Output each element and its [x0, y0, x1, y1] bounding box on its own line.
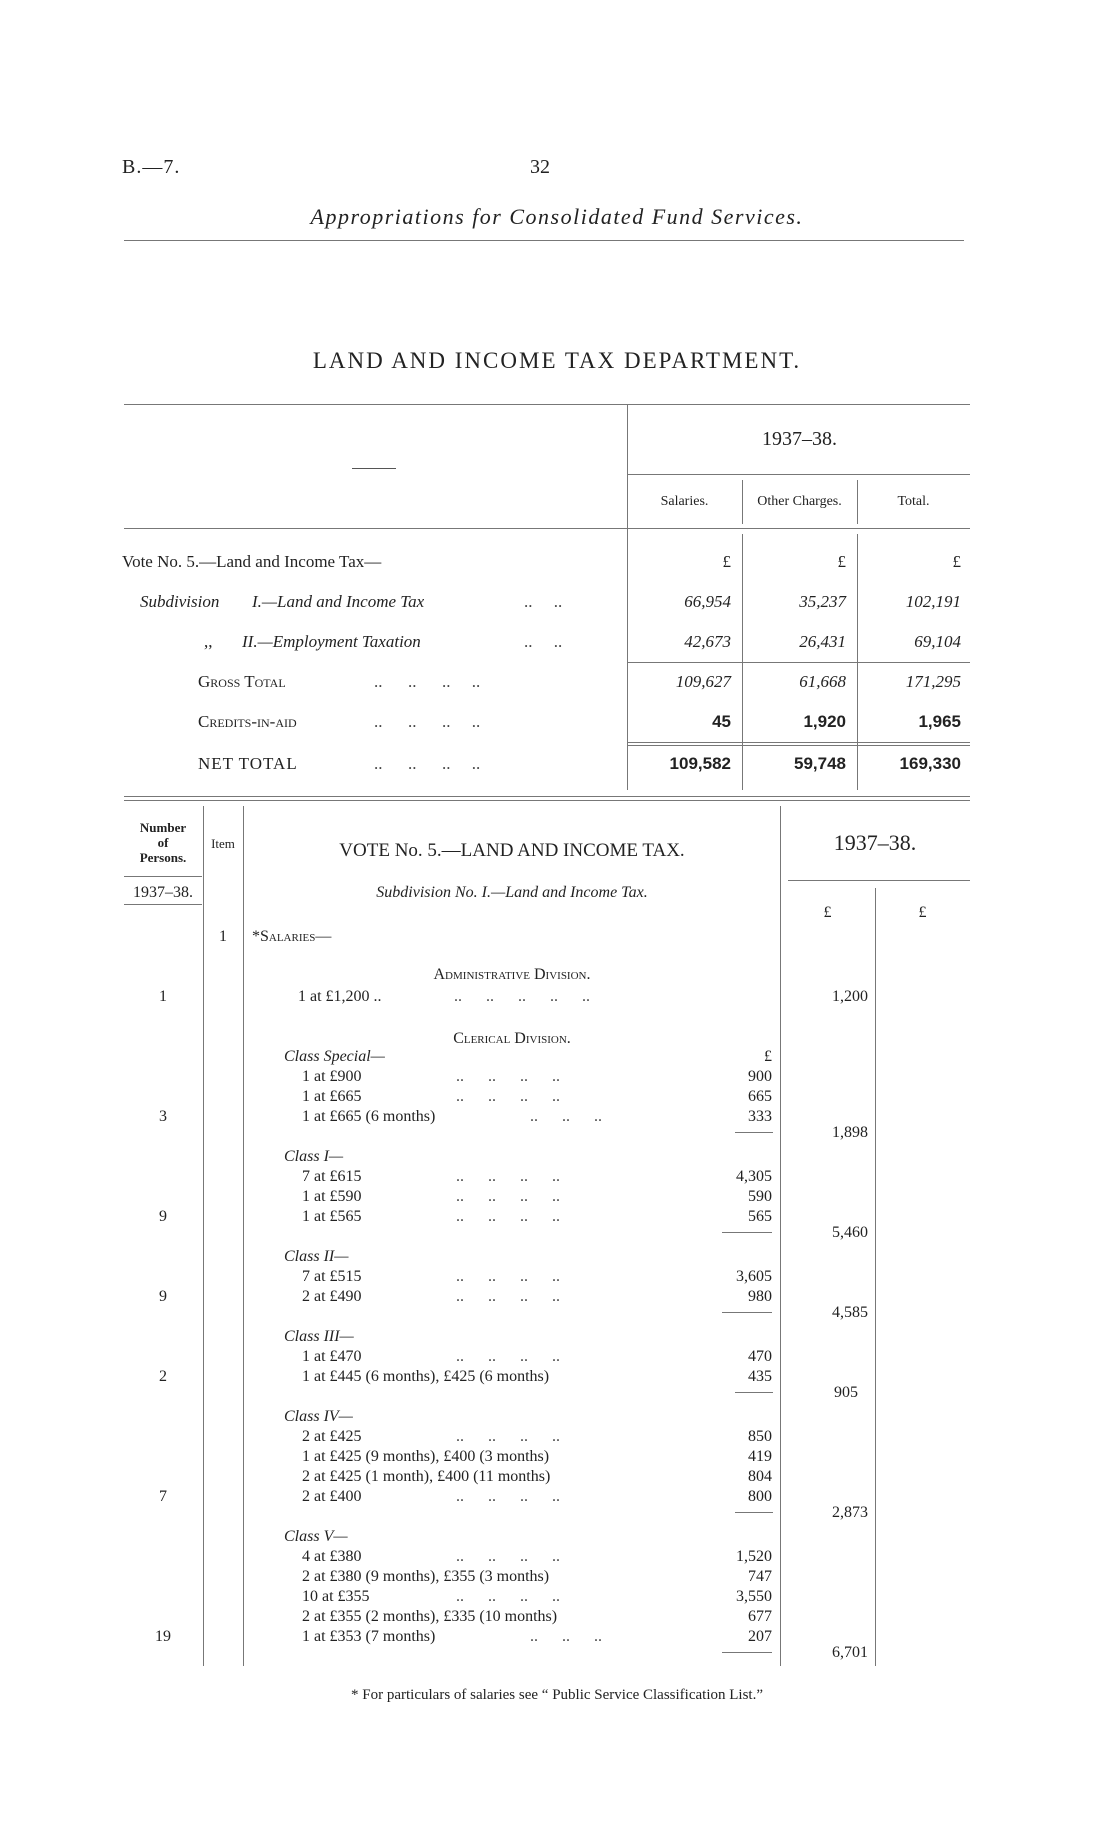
currency-other: £ [837, 552, 846, 571]
item-number: 1 [219, 928, 227, 945]
footnote: * For particulars of salaries see “ Public Service Classification List.” [351, 1687, 763, 1703]
currency-detail-b: £ [918, 904, 927, 921]
admin-persons: 1 [159, 988, 167, 1005]
page-number: 32 [530, 156, 550, 178]
detail-title: VOTE No. 5.—LAND AND INCOME TAX. [339, 840, 685, 861]
persons-year: 1937–38. [133, 884, 193, 901]
summary-year: 1937–38. [762, 428, 837, 450]
document-ref: B.—7. [122, 156, 181, 178]
currency-salaries: £ [722, 552, 731, 571]
col-total: Total. [897, 494, 930, 509]
clerical-currency: £ [764, 1048, 772, 1065]
admin-total: 1,200 [832, 988, 868, 1005]
department-title: LAND AND INCOME TAX DEPARTMENT. [312, 348, 802, 373]
vote-label: Vote No. 5.—Land and Income Tax— [122, 552, 382, 571]
col-item: Item [211, 836, 235, 851]
salaries-heading: *Salaries— [252, 928, 332, 945]
clerical-division-heading: Clerical Division. [453, 1030, 571, 1047]
currency-detail-a: £ [823, 904, 832, 921]
administrative-division-heading: Administrative Division. [433, 966, 591, 983]
summary-placeholder-dash [352, 468, 396, 469]
col-number-of-persons: Number of Persons. [139, 820, 187, 865]
detail-year: 1937–38. [833, 830, 917, 855]
col-other-charges: Other Charges. [757, 494, 842, 509]
currency-total: £ [952, 552, 961, 571]
admin-line: 1 at £1,200 .. [298, 988, 382, 1005]
detail-subdivision: Subdivision No. I.—Land and Income Tax. [376, 884, 648, 901]
col-salaries: Salaries. [660, 494, 709, 509]
header-rule [124, 240, 964, 241]
page-subtitle: Appropriations for Consolidated Fund Services. [310, 204, 804, 229]
